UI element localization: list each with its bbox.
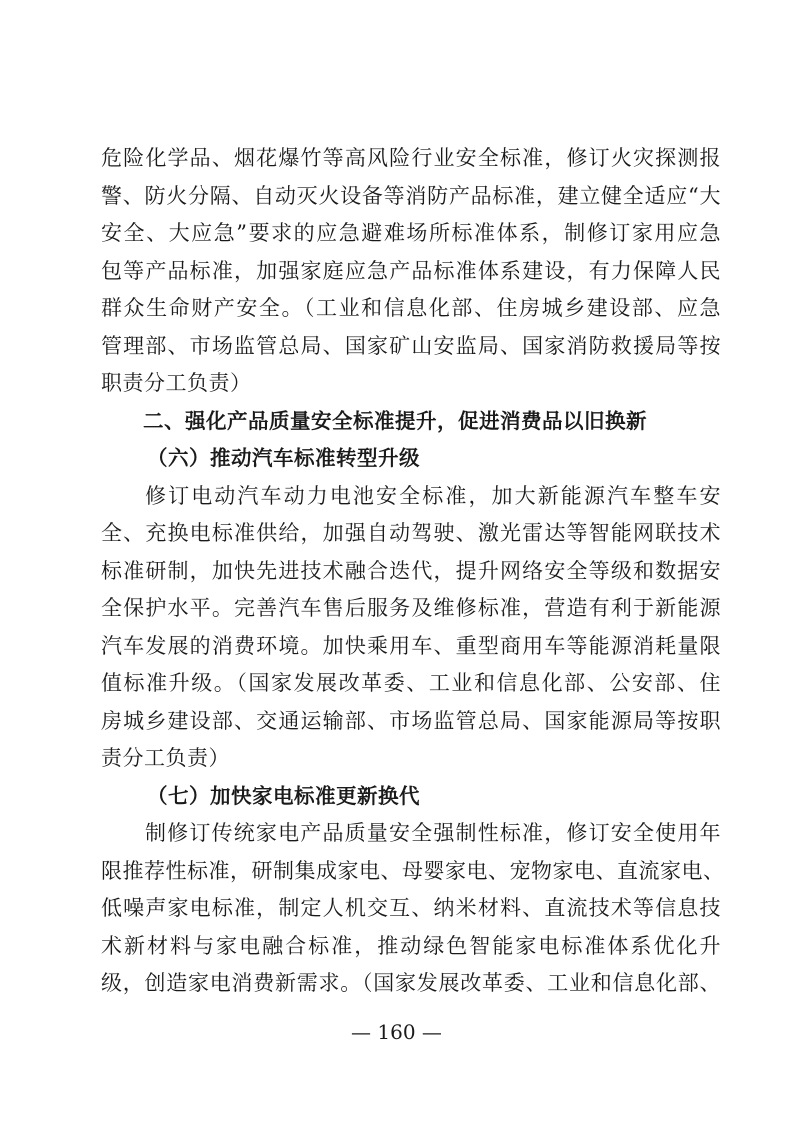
paragraph-line: 全保护水平。完善汽车售后服务及维修标准，营造有利于新能源 bbox=[101, 596, 721, 620]
subsection-heading: （七）加快家电标准更新换代 bbox=[147, 783, 420, 808]
paragraph-line: 房城乡建设部、交通运输部、市场监管总局、国家能源局等按职 bbox=[101, 708, 721, 733]
paragraph-line: 警、防火分隔、自动灭火设备等消防产品标准，建立健全适应“大 bbox=[101, 183, 721, 208]
paragraph-line: 危险化学品、烟花爆竹等高风险行业安全标准，修订火灾探测报 bbox=[101, 146, 721, 170]
paragraph-line: 责分工负责） bbox=[101, 746, 230, 770]
paragraph-line: 限推荐性标准，研制集成家电、母婴家电、宠物家电、直流家电、 bbox=[101, 858, 725, 883]
page-number: — 160 — bbox=[351, 1020, 442, 1044]
section-heading: 二、强化产品质量安全标准提升，促进消费品以旧换新 bbox=[143, 408, 647, 433]
paragraph-line: 值标准升级。（国家发展改革委、工业和信息化部、公安部、住 bbox=[101, 671, 721, 695]
paragraph-line: 职责分工负责） bbox=[101, 371, 252, 395]
paragraph-line: 术新材料与家电融合标准，推动绿色智能家电标准体系优化升 bbox=[101, 933, 721, 958]
subsection-heading: （六）推动汽车标准转型升级 bbox=[147, 446, 420, 470]
paragraph-line: 管理部、市场监管总局、国家矿山安监局、国家消防救援局等按 bbox=[101, 333, 721, 358]
paragraph-line: 标准研制，加快先进技术融合迭代，提升网络安全等级和数据安 bbox=[101, 558, 721, 583]
paragraph-line: 群众生命财产安全。（工业和信息化部、住房城乡建设部、应急 bbox=[101, 296, 721, 320]
paragraph-line: 安全、大应急”要求的应急避难场所标准体系，制修订家用应急 bbox=[101, 221, 721, 245]
paragraph-line: 低噪声家电标准，制定人机交互、纳米材料、直流技术等信息技 bbox=[101, 896, 721, 920]
paragraph-line: 包等产品标准，加强家庭应急产品标准体系建设，有力保障人民 bbox=[101, 258, 721, 283]
document-body bbox=[101, 140, 725, 1003]
paragraph-line: 汽车发展的消费环境。加快乘用车、重型商用车等能源消耗量限 bbox=[101, 633, 721, 658]
paragraph-line: 级，创造家电消费新需求。（国家发展改革委、工业和信息化部、 bbox=[101, 971, 721, 995]
paragraph-line: 全、充换电标准供给，加强自动驾驶、激光雷达等智能网联技术 bbox=[101, 521, 721, 545]
paragraph-line: 修订电动汽车动力电池安全标准，加大新能源汽车整车安 bbox=[145, 483, 721, 508]
paragraph-line: 制修订传统家电产品质量安全强制性标准，修订安全使用年 bbox=[145, 821, 721, 845]
